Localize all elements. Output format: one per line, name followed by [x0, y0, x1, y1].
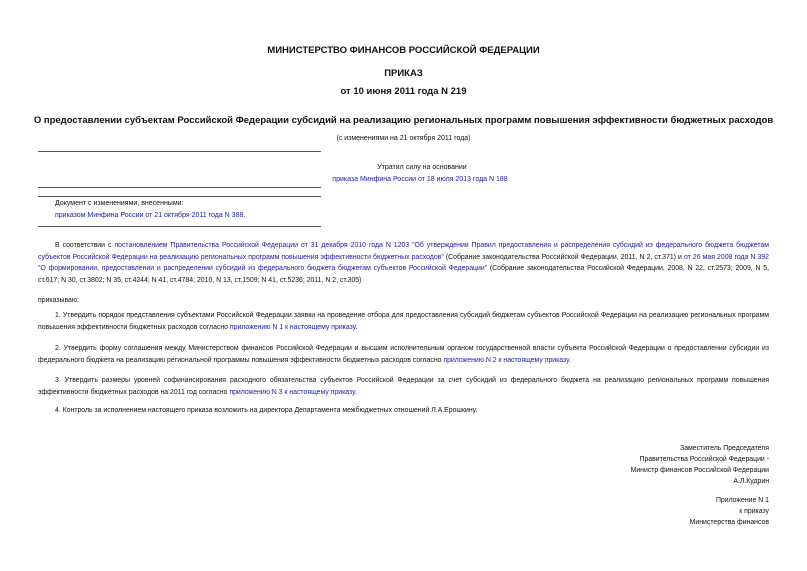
document-title: О предоставлении субъектам Российской Федерации субсидий на реализацию региональных программ повышения эффективности бюджетных расходов: [33, 115, 774, 126]
item-3: 3. Утвердить размеры уровней софинансирования расходного обязательства субъектов Российской Федерации за счет субсидий из федерального бюджета на реализацию региональных программ повышения эффективности бюджетных расходов на 2011 год согласно приложению N 3 к настоящему приказу.: [38, 377, 769, 396]
changes-label: Документ с изменениями, внесенными:: [55, 200, 184, 207]
signature-position-3: Министр финансов Российской Федерации: [630, 467, 769, 474]
date-number-heading: от 10 июня 2011 года N 219: [340, 86, 467, 97]
appendix-label: Приложение N 1: [715, 497, 769, 504]
signatory-name: А.Л.Кудрин: [733, 478, 769, 485]
signature-position-1: Заместитель Председателя: [680, 445, 769, 452]
appendix-ref: к приказу: [739, 508, 769, 515]
doc-type-heading: ПРИКАЗ: [384, 68, 423, 79]
item-2: 2. Утвердить форму соглашения между Министерством финансов Российской Федерации и высшим исполнительным органом государственной власти субъекта Российской Федерации о предоставлении субсидии из федерального бюджета на реализацию региональной программы повышения эффективности бюджетных расходов согласно приложению N 2 к настоящему приказу.: [38, 345, 769, 364]
divider-line: [38, 226, 321, 227]
appendix-2-link[interactable]: приложению N 2 к настоящему приказу: [443, 356, 569, 364]
appendix-1-link[interactable]: приложению N 1 к настоящему приказу: [229, 323, 356, 331]
signature-position-2: Правительства Российской Федерации -: [639, 456, 769, 463]
status-text: Утратил силу на основании: [377, 164, 467, 171]
divider-line: [38, 151, 321, 152]
amended-note: (с изменениями на 21 октября 2011 года): [336, 135, 471, 142]
order-word: приказываю:: [38, 297, 79, 304]
government-decree-1203-link[interactable]: постановлением Правительства Российской Федерации от 31 декабря 2010 года N 1203 "Об утверждении Правил предоставления и распределения субсидий из федерального бюджета бюджетам субъектов Российской Федерации на реализацию региональных программ повышения эффективности бюджетных расходов": [38, 242, 769, 261]
amending-order-link[interactable]: приказом Минфина России от 21 октября 2011 года N 388: [55, 212, 244, 219]
changes-line: приказом Минфина России от 21 октября 2011 года N 388.: [55, 212, 246, 219]
preamble-paragraph: В соответствии с постановлением Правительства Российской Федерации от 31 декабря 2010 года N 1203 "Об утверждении Правил предоставления и распределения субсидий из федерального бюджета бюджетам субъектов Российской Федерации на реализацию региональных программ повышения эффективности бюджетных расходов" (Собрание законодательства Российской Федерации, 2011, N 2, ст.371) и от 26 мая 2008 года N 392 "О формировании, предоставлении и распределении субсидий из федерального бюджета бюджетам субъектов Российской Федерации" (Собрание законодательства Российской Федерации, 2008, N 22, ст.2573; 2009, N 5, ст.617; N 30, ст.3802; N 35, ст.4244; N 41, ст.4784; 2010, N 13, ст.1509; N 41, ст.5236; 2011, N 2, ст.305): [38, 242, 769, 284]
appendix-3-link[interactable]: приложению N 3 к настоящему приказу: [229, 388, 355, 396]
ministry-heading: МИНИСТЕРСТВО ФИНАНСОВ РОССИЙСКОЙ ФЕДЕРАЦИИ: [267, 45, 540, 56]
divider-line: [38, 196, 321, 197]
repeal-order-link[interactable]: приказа Минфина России от 18 июля 2013 года N 188: [332, 176, 508, 183]
item-4: 4. Контроль за исполнением настоящего приказа возложить на директора Департамента межбюджетных отношений Л.А.Ерошкину.: [55, 407, 478, 414]
government-decree-392-link[interactable]: от 26 мая 2008 года N 392 "О формировании, предоставлении и распределении субсидий из федерального бюджета бюджетам субъектов Российской Федерации": [38, 253, 769, 272]
appendix-issuer: Министерства финансов: [689, 519, 769, 526]
item-1: 1. Утвердить порядок представления субъектами Российской Федерации заявки на проведение отбора для предоставления субсидий бюджетам субъектов Российской Федерации на реализацию региональных программ повышения эффективности бюджетных расходов согласно приложению N 1 к настоящему приказу.: [38, 312, 769, 331]
divider-line: [38, 187, 321, 188]
